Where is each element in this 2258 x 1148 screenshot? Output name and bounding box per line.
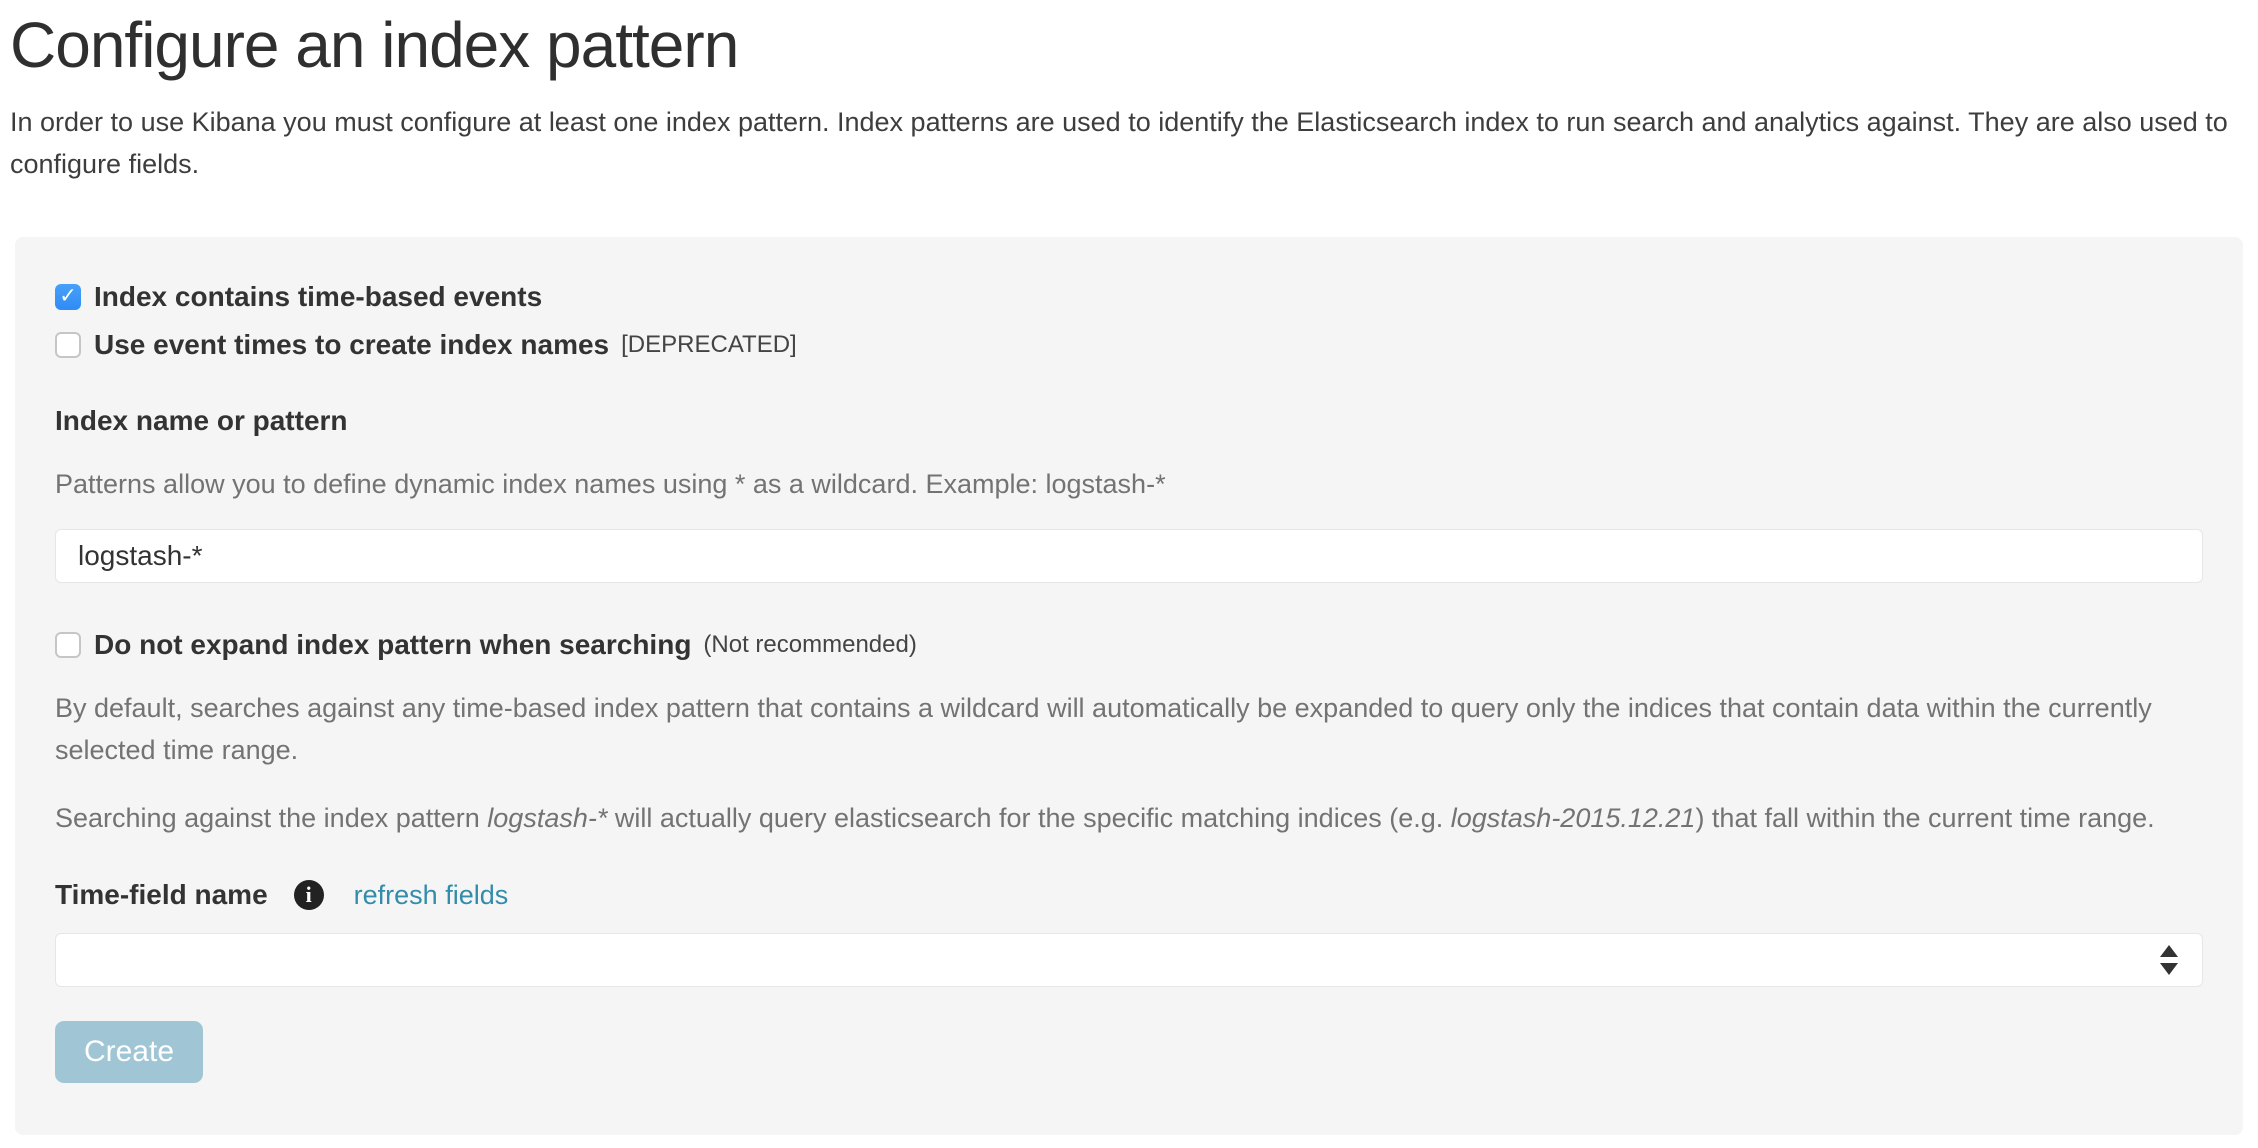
page-title: Configure an index pattern (10, 9, 739, 81)
time-based-events-row (55, 281, 2203, 313)
refresh-fields-link[interactable]: refresh fields (353, 879, 509, 910)
index-pattern-form-panel (15, 237, 2243, 1135)
index-pattern-hint: Patterns allow you to define dynamic index names using * as a wildcard. Example: logstash-* (55, 469, 1166, 500)
info-circle-icon[interactable]: i (294, 880, 324, 910)
intro-text: In order to use Kibana you must configure at least one index pattern. Index patterns are used to identify the Elasticsearch index to run search and analytics against. They are also used to configure fields. (10, 107, 2228, 180)
no-expand-label[interactable]: Do not expand index pattern when searching (94, 629, 692, 661)
no-expand-checkbox[interactable] (55, 632, 81, 658)
select-up-down-arrows-icon (2160, 945, 2178, 975)
time-based-events-label[interactable]: Index contains time-based events (94, 281, 543, 313)
time-field-label: Time-field name (55, 879, 268, 911)
event-times-label[interactable]: Use event times to create index names (94, 329, 610, 361)
time-based-events-checkbox[interactable] (55, 284, 81, 310)
expand-help-paragraph-2: Searching against the index pattern logstash-* will actually query elasticsearch for the specific matching indices (e.g. logstash-2015.12.21) that fall within the current time range. (55, 803, 2155, 834)
event-times-checkbox[interactable] (55, 332, 81, 358)
create-button[interactable]: Create (55, 1021, 203, 1083)
time-field-row (55, 879, 2203, 911)
matching-index-example: logstash-2015.12.21 (1450, 803, 1696, 834)
expand-help-paragraph-1: By default, searches against any time-based index pattern that contains a wildcard will automatically be expanded to query only the indices that contain data within the currently selected time range. (55, 693, 2152, 766)
deprecated-tag: [DEPRECATED] (621, 331, 797, 359)
not-recommended-tag: (Not recommended) (703, 631, 917, 659)
time-field-select[interactable] (55, 933, 2203, 987)
no-expand-row (55, 629, 2203, 661)
index-pattern-example: logstash-* (487, 803, 608, 834)
index-pattern-input[interactable] (55, 529, 2203, 583)
index-name-label: Index name or pattern (55, 405, 348, 437)
event-times-row (55, 329, 2203, 361)
